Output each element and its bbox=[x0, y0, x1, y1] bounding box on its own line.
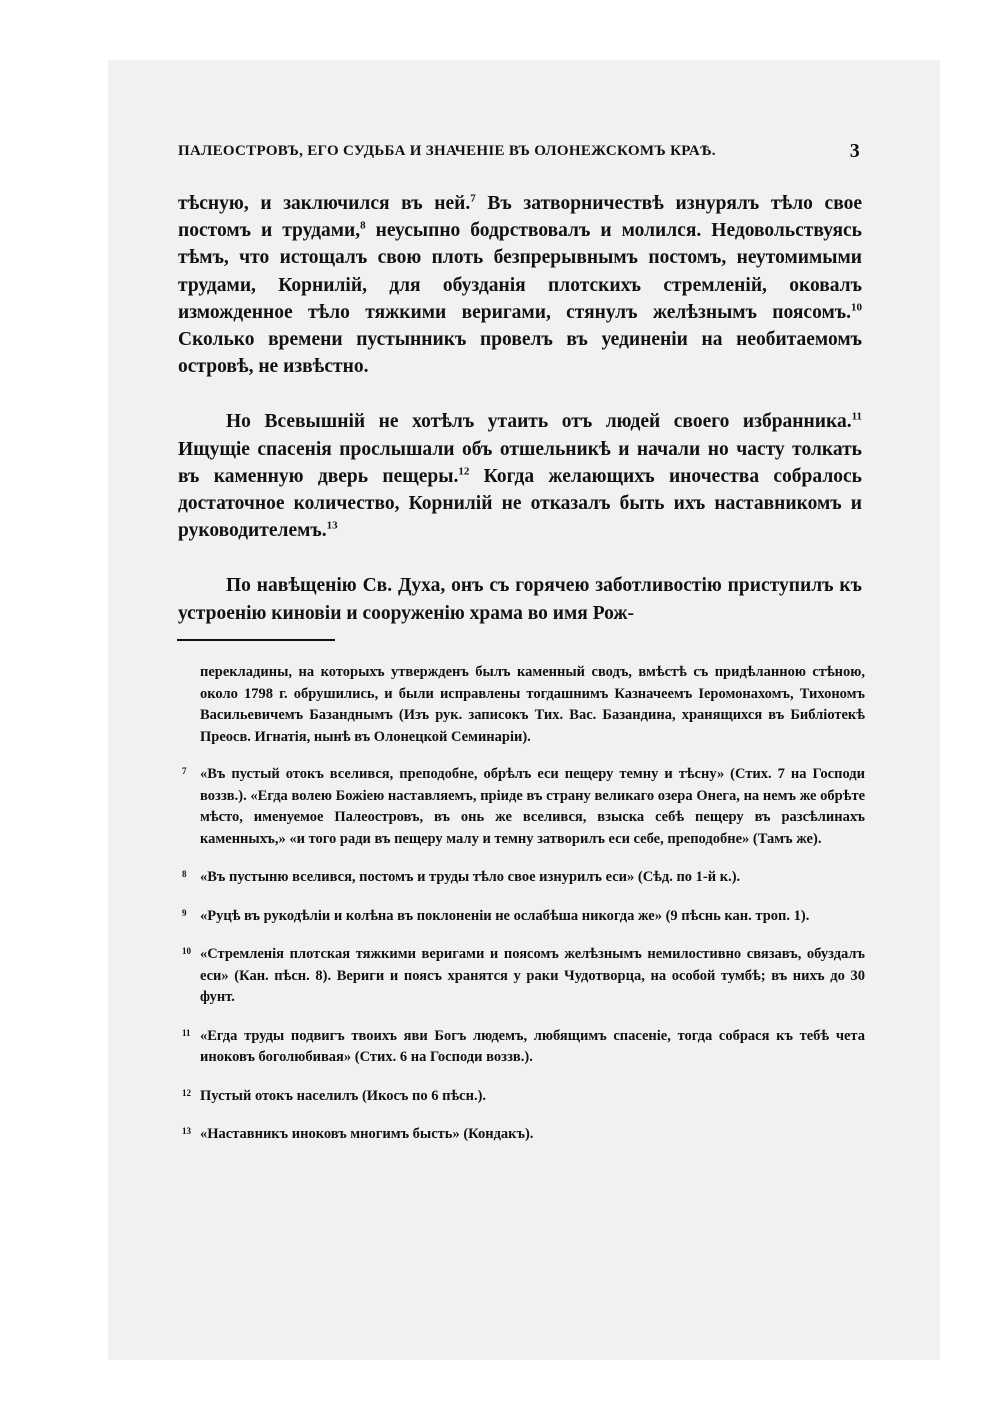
footnote bbox=[182, 1124, 865, 1146]
footnote-ref: 7 bbox=[470, 192, 476, 205]
paragraph-text: Сколько времени пустынникъ провелъ въ уединеніи на необитаемомъ островѣ, не извѣстно. bbox=[178, 329, 862, 378]
footnote bbox=[182, 944, 865, 1009]
footnote-ref: 8 bbox=[360, 219, 366, 232]
footnote-text: Пустый отокъ населилъ (Икосъ по 6 пѣсн.). bbox=[200, 1087, 487, 1104]
footnote-text: «Наставникъ иноковъ многимъ бысть» (Кондакъ). bbox=[200, 1126, 534, 1142]
paragraph-text: По навѣщенію Св. Духа, онъ съ горячею заботливостію приступилъ къ устроенію киновіи и сооруженію храма во имя Рож- bbox=[178, 575, 862, 624]
footnote-ref: 11 bbox=[851, 410, 862, 423]
paragraph-2 bbox=[178, 408, 862, 544]
main-text bbox=[178, 190, 862, 655]
paragraph-1 bbox=[178, 190, 862, 380]
paragraph-3 bbox=[178, 572, 862, 626]
footnote-number: 9 bbox=[182, 907, 187, 918]
footnote bbox=[182, 867, 865, 889]
footnote-number: 8 bbox=[182, 869, 187, 879]
footnote-ref: 13 bbox=[326, 519, 338, 532]
footnote-ref: 10 bbox=[851, 301, 862, 314]
footnote bbox=[182, 906, 865, 928]
paragraph-text: Когда желающихъ иночества собралось достаточное количество, Корнилій не отказалъ быть ихъ наставникомъ и руководителемъ. bbox=[178, 465, 862, 542]
footnote bbox=[182, 1086, 865, 1108]
footnote-number: 13 bbox=[182, 1126, 191, 1136]
paragraph-text: тѣсную, и заключился въ ней. bbox=[178, 193, 471, 214]
footnote-text: «Стремленія плотская тяжкими веригами и поясомъ желѣзнымъ немилостивно связавъ, обуздалъ еси» (Кан. пѣсн. 8). Вериги и поясъ хранятся у раки Чудотворца, на особой тумбѣ; въ нихъ до 30 фунт. bbox=[200, 946, 865, 1005]
paragraph-text: Но Всевышній не хотѣлъ утаить отъ людей своего избранника. bbox=[226, 411, 852, 433]
footnote-number: 12 bbox=[182, 1087, 191, 1098]
footnote bbox=[182, 1026, 865, 1069]
footnote-text: «Руцѣ въ рукодѣліи и колѣна въ поклоненіи не ослабѣша никогда же» (9 пѣснь кан. троп. 1). bbox=[200, 907, 810, 924]
running-header bbox=[178, 137, 860, 165]
paragraph-text: неусыпно бодрствовалъ и молился. Недовольствуясь тѣмъ, что истощалъ свою плоть безпрерывнымъ постомъ, неутомимыми трудами, Корнилій, для обузданія плотскихъ стремленій, оковалъ изможденное тѣло тяжкими веригами, стянулъ желѣзнымъ поясомъ. bbox=[178, 220, 862, 323]
footnote-text: «Въ пустыню вселився, постомъ и труды тѣло свое изнурилъ еси» (Сѣд. по 1-й к.). bbox=[200, 869, 741, 885]
footnote-text: «Въ пустый отокъ вселився, преподобне, обрѣлъ еси пещеру темну и тѣсну» (Стих. 7 на Господи воззв.). «Егда волею Божіею наставляемъ, пріиде въ страну великаго озера Онега, на немъ же обрѣте мѣсто, именуемое Палеостровъ, въ онь же вселився, взыска себѣ пещеру въ разсѣлинахъ каменныхъ,» «и того ради въ пещеру малу и темну затворилъ еси себе, преподобне» (Тамъ же). bbox=[200, 766, 865, 847]
footnote-continuation: перекладины, на которыхъ утвержденъ былъ каменный сводъ, вмѣстѣ съ придѣланною стѣною, около 1798 г. обрушились, и были исправлены тогдашнимъ Казначеемъ Іеромонахомъ, Тихономъ Васильевичемъ Базанднымъ (Изъ рук. записокъ Тих. Вас. Базандина, хранящихся въ Библіотекѣ Преосв. Игнатія, нынѣ въ Олонецкой Семинаріи). bbox=[200, 664, 865, 745]
paragraph-text: Ищущіе спасенія прослышали объ отшельникѣ и начали но часту толкать въ каменную дверь пещеры. bbox=[178, 438, 862, 487]
page-number: 3 bbox=[849, 139, 860, 162]
footnote-separator bbox=[177, 639, 335, 641]
footnote-number: 10 bbox=[182, 946, 191, 956]
paragraph-text: Въ затворничествѣ изнурялъ тѣло свое постомъ и трудами, bbox=[178, 193, 862, 242]
footnote-text: «Егда труды подвигъ твоихъ яви Богъ людемъ, любящимъ спасеніе, тогда собрася къ тебѣ чета иноковъ боголюбивая» (Стих. 6 на Господи воззв.). bbox=[200, 1027, 865, 1065]
footnotes bbox=[182, 662, 865, 1163]
footnote bbox=[182, 764, 865, 850]
running-title: ПАЛЕОСТРОВЪ, ЕГО СУДЬБА И ЗНАЧЕНІЕ ВЪ ОЛОНЕЖСКОМЪ КРАѢ. bbox=[178, 142, 716, 159]
footnote-number: 11 bbox=[182, 1027, 191, 1038]
footnote-ref: 12 bbox=[458, 465, 470, 478]
footnote-number: 7 bbox=[182, 766, 187, 776]
